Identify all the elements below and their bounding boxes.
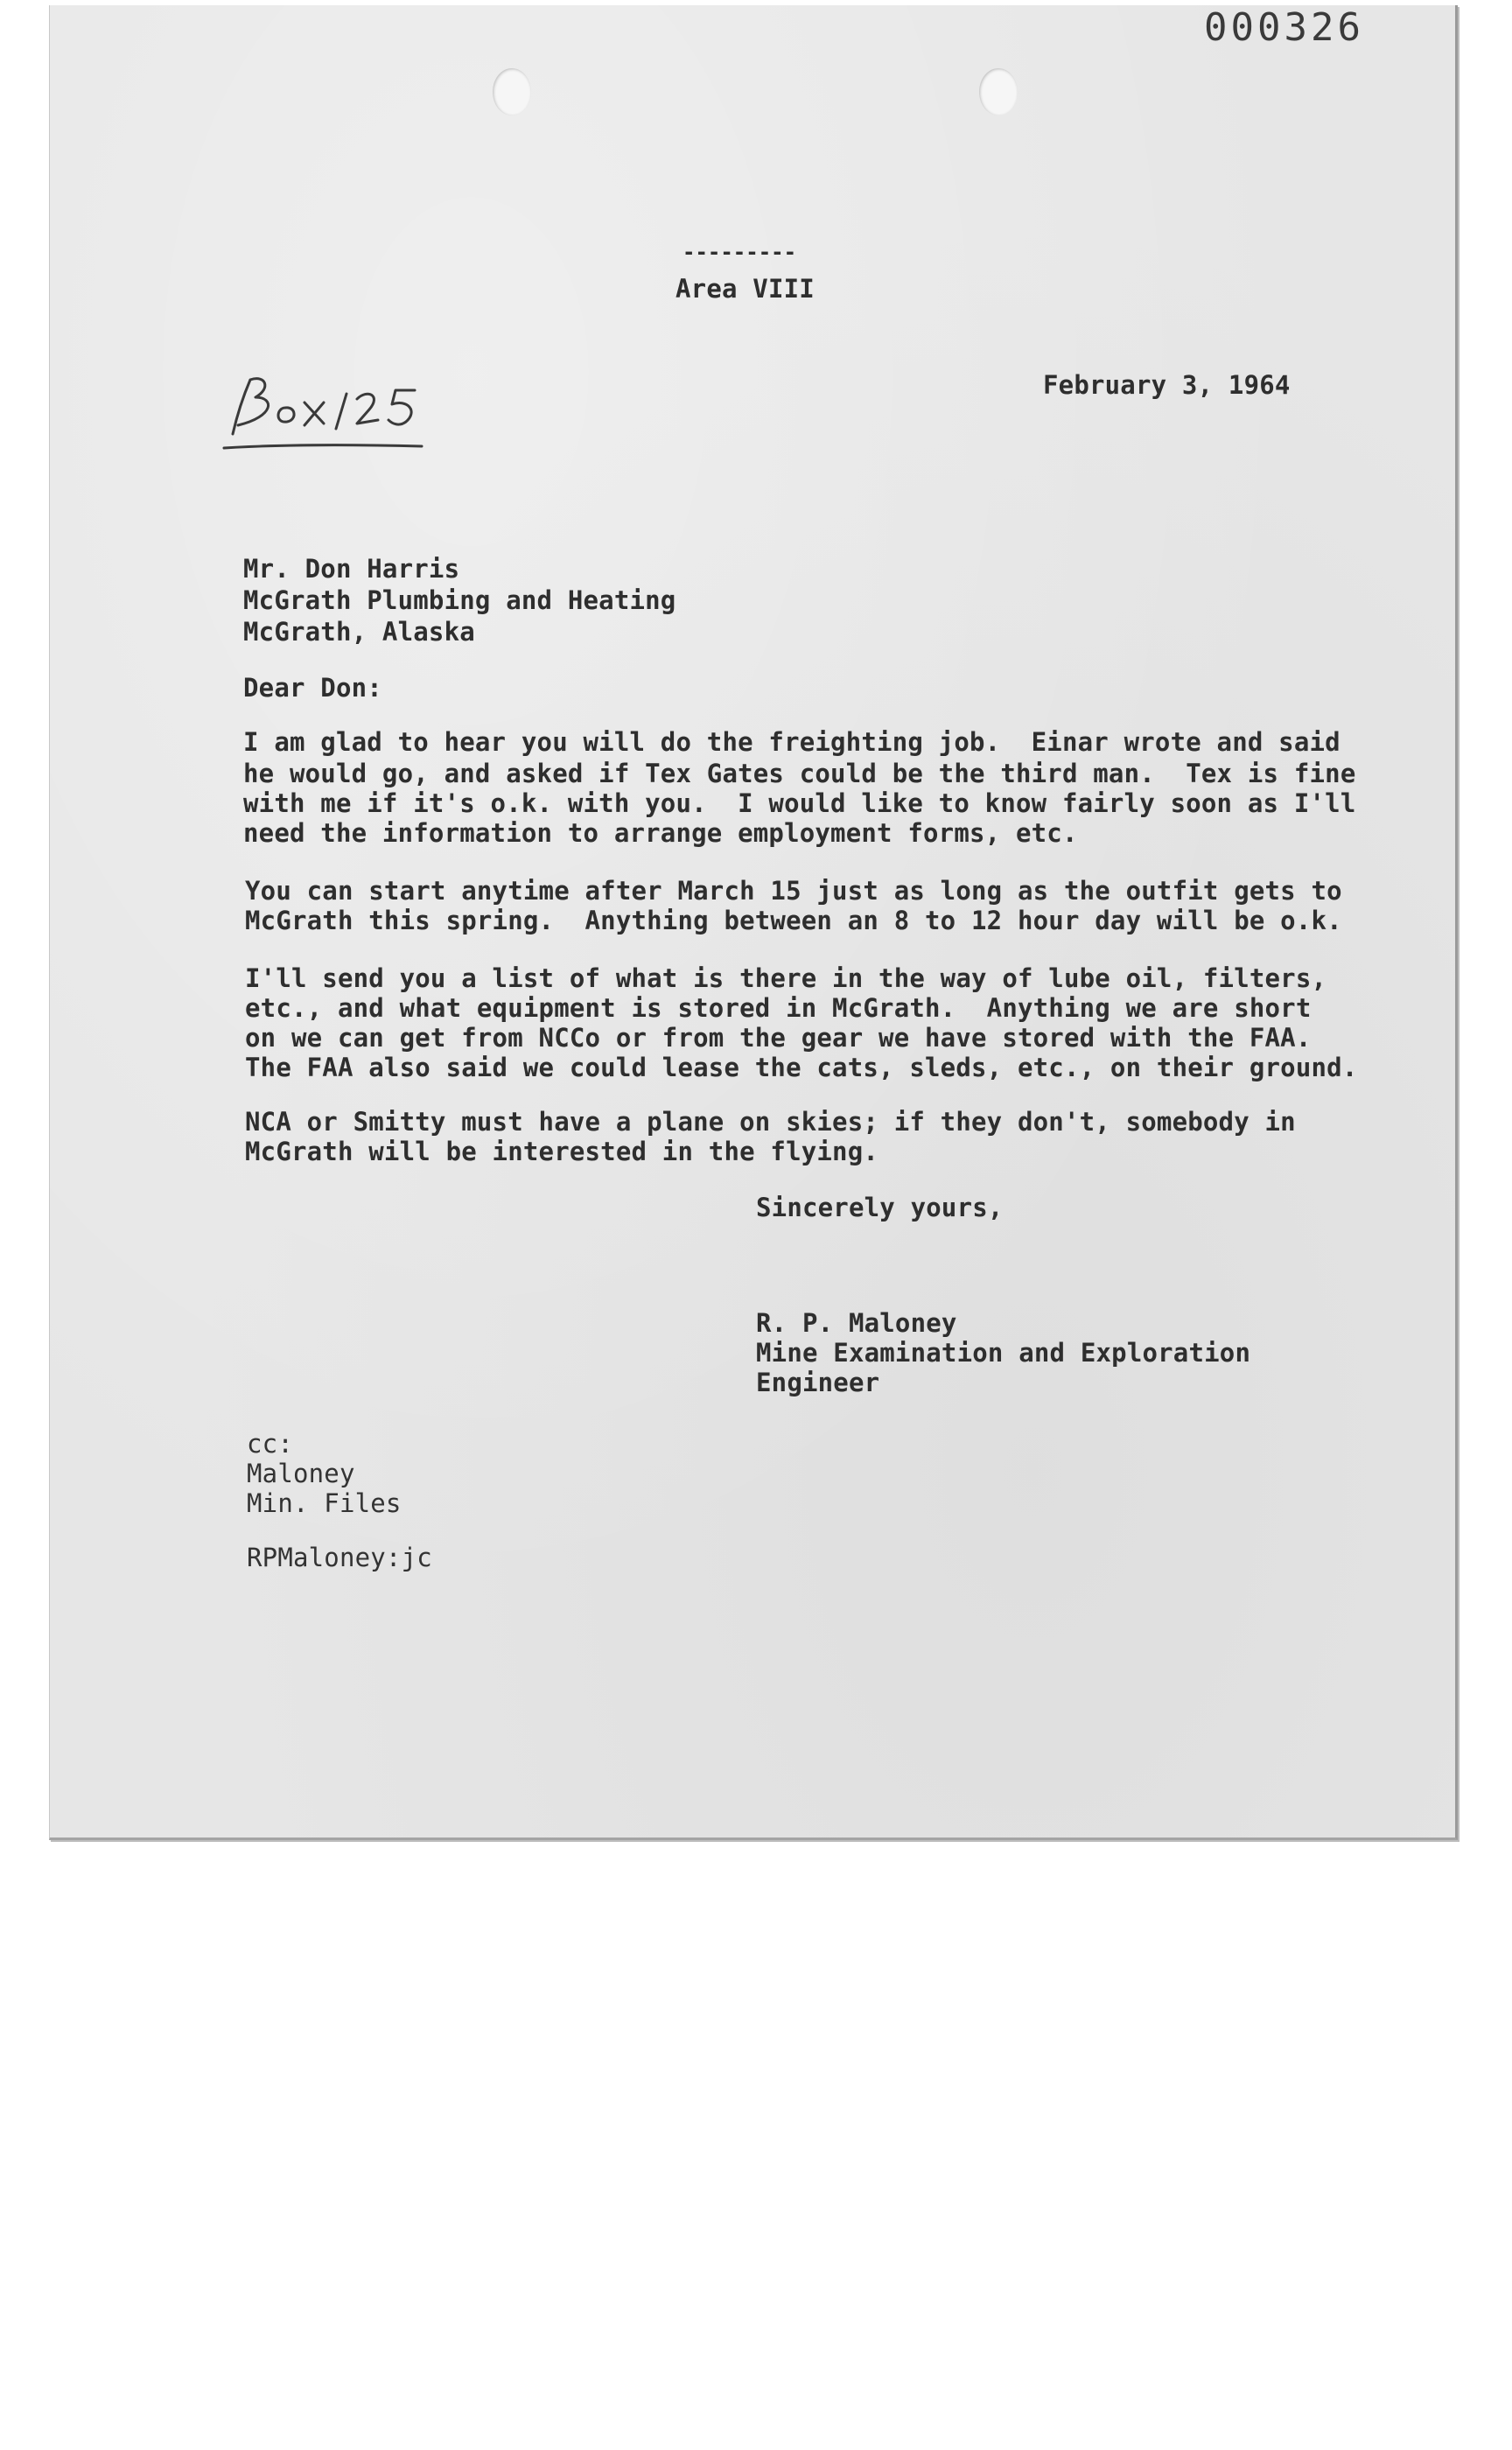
recipient-location: McGrath, Alaska (243, 617, 475, 647)
recipient-name: Mr. Don Harris (243, 554, 460, 584)
area-label: Area VIII (676, 274, 815, 304)
closing: Sincerely yours, (756, 1193, 1004, 1222)
punch-hole-left (493, 68, 531, 116)
header-dash-line: --------- (682, 240, 797, 264)
blank-area-below-page (0, 1872, 1512, 2450)
signature-name: R. P. Maloney (756, 1308, 957, 1338)
paragraph-line: NCA or Smitty must have a plane on skies; if they don't, somebody in (245, 1107, 1296, 1137)
paragraph-line: McGrath this spring. Anything between an 8 to 12 hour day will be o.k. (245, 906, 1342, 935)
signature-title-line2: Engineer (756, 1368, 880, 1397)
paragraph-line: McGrath will be interested in the flying. (245, 1137, 879, 1166)
cc-entry: Maloney (247, 1459, 355, 1488)
paragraph-line: with me if it's o.k. with you. I would like to know fairly soon as I'll (243, 788, 1356, 818)
paragraph-line: he would go, and asked if Tex Gates could be the third man. Tex is fine (243, 759, 1356, 788)
paragraph-line: I'll send you a list of what is there in the way of lube oil, filters, (245, 963, 1327, 993)
letter-date: February 3, 1964 (1043, 370, 1291, 400)
paragraph-line: I am glad to hear you will do the freighting job. Einar wrote and said (243, 727, 1340, 757)
reference-initials: RPMaloney:jc (247, 1543, 432, 1572)
punch-hole-right (979, 68, 1018, 116)
paragraph-line: on we can get from NCCo or from the gear we have stored with the FAA. (245, 1023, 1312, 1053)
paragraph-line: need the information to arrange employment forms, etc. (243, 818, 1078, 848)
handwritten-box-note (220, 368, 430, 455)
cc-entry: Min. Files (247, 1488, 402, 1518)
paragraph-line: The FAA also said we could lease the cats, sleds, etc., on their ground. (245, 1053, 1358, 1082)
document-stamp-number: 000326 (1204, 5, 1364, 50)
paragraph-line: You can start anytime after March 15 just as long as the outfit gets to (245, 876, 1342, 906)
signature-title-line1: Mine Examination and Exploration (756, 1338, 1251, 1368)
cc-label: cc: (247, 1429, 293, 1459)
paragraph-line: etc., and what equipment is stored in McGrath. Anything we are short (245, 993, 1312, 1023)
recipient-company: McGrath Plumbing and Heating (243, 585, 676, 615)
salutation: Dear Don: (243, 673, 382, 703)
